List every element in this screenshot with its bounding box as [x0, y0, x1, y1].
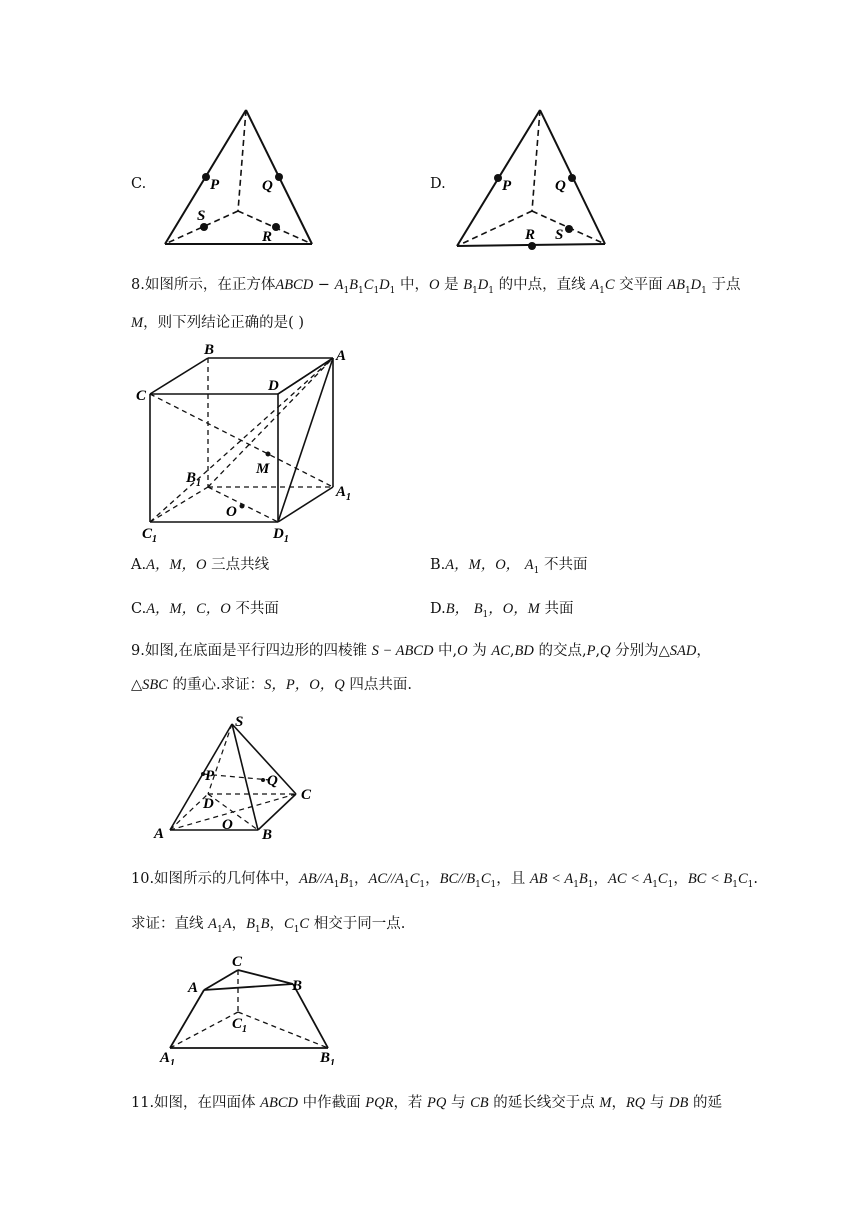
point-label-s: S [555, 227, 564, 243]
vertex-label-d1: $D_1$ [273, 526, 289, 545]
option-b[interactable]: B.A，M，O， $A_1$ 不共面 [430, 557, 588, 576]
vertex-label-c: C [232, 954, 243, 970]
vertex-label-b: B [262, 827, 273, 842]
question-8-line-1: 8.如图所示，在正方体ABCD − $A_1B_1C_1D_1$ 中，O 是 $B_1D_1$ 的中点，直线 $A_1C$ 交平面 $AB_1D_1$ 于点 [131, 277, 741, 296]
vertex-label-a: A [154, 826, 165, 842]
option-c-label: C. [131, 176, 147, 192]
vertex-label-a1: $A_1$ [336, 484, 352, 503]
option-a[interactable]: A.A，M，O 三点共线 [131, 557, 270, 573]
question-9-line-1: 9.如图,在底面是平行四边形的四棱锥 S − ABCD 中,O 为 AC,BD 的交点,P,Q 分别为△SAD， [131, 643, 711, 659]
point-label-s: S [197, 208, 206, 224]
vertex-label-c1: $C_1$ [232, 1016, 248, 1035]
vertex-label-b: B [204, 342, 215, 358]
point-label-q: Q [262, 178, 273, 194]
question-8-line-2: M，则下列结论正确的是( ) [131, 315, 305, 331]
point-label-p: P [205, 768, 215, 784]
point-label-r: R [525, 227, 536, 243]
vertex-label-c: C [301, 787, 312, 803]
vertex-label-c1: $C_1$ [142, 526, 158, 545]
point-label-o: O [226, 504, 237, 520]
vertex-label-d: D [268, 378, 279, 394]
frustum-figure [156, 950, 346, 1065]
question-9-line-2: △SBC 的重心.求证：S，P，O，Q 四点共面. [131, 677, 412, 693]
option-d[interactable]: D.B， $B_1$，O，M 共面 [430, 601, 574, 620]
vertex-label-a1: $A_1$ [160, 1050, 176, 1065]
vertex-label-a: A [336, 348, 347, 364]
point-label-q: Q [555, 178, 566, 194]
pyramid-figure [148, 712, 328, 842]
vertex-label-c: C [136, 388, 147, 404]
point-label-o: O [222, 817, 233, 833]
point-label-r: R [262, 229, 273, 245]
cube-figure [128, 340, 368, 546]
point-label-m: M [256, 461, 270, 477]
point-label-q: Q [267, 773, 278, 789]
vertex-label-s: S [235, 714, 244, 730]
question-10-line-1: 10.如图所示的几何体中，$AB//A_1B_1$，$AC//A_1C_1$，$BC//B_1C_1$，且 AB < $A_1B_1$，AC < $A_1C_1$，BC < $B_1C_1$. [131, 871, 758, 890]
point-label-p: P [210, 177, 220, 193]
point-label-p: P [502, 178, 512, 194]
vertex-label-d: D [203, 796, 214, 812]
question-10-line-2: 求证：直线 $A_1A$，$B_1B$，$C_1C$ 相交于同一点. [131, 916, 406, 935]
vertex-label-b1: $B_1$ [186, 470, 202, 489]
vertex-label-b: B [292, 978, 303, 994]
option-c-figure [160, 105, 320, 250]
option-d-figure [452, 105, 612, 255]
option-c[interactable]: C.A，M，C，O 不共面 [131, 601, 279, 617]
vertex-label-a: A [188, 980, 199, 996]
question-11-line-1: 11.如图，在四面体 ABCD 中作截面 PQR，若 PQ 与 CB 的延长线交于点 M，RQ 与 DB 的延 [131, 1095, 722, 1111]
vertex-label-b1: $B_1$ [320, 1050, 336, 1065]
option-d-label: D. [430, 176, 446, 192]
